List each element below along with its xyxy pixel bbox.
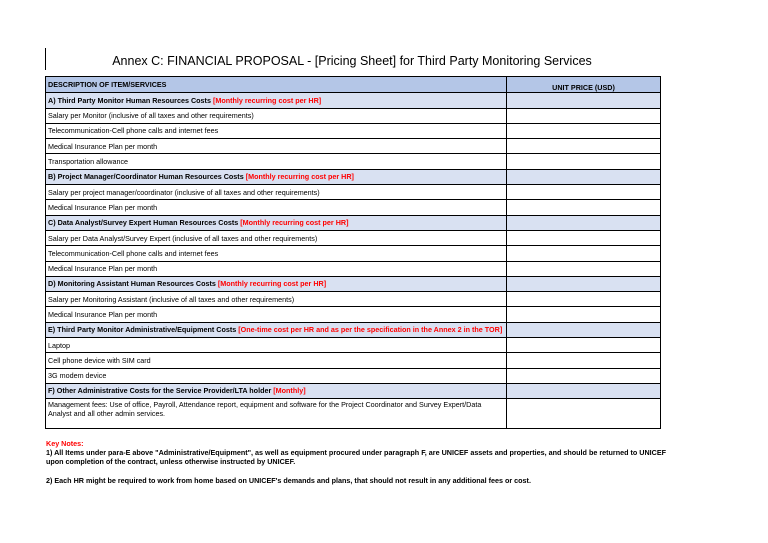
unit-price-cell[interactable] (507, 338, 661, 353)
item-description-cell[interactable]: Medical Insurance Plan per month (46, 139, 507, 154)
unit-price-cell[interactable] (507, 292, 661, 307)
table-row (46, 307, 661, 322)
unit-price-cell[interactable] (507, 154, 661, 169)
item-description-cell[interactable]: Medical Insurance Plan per month (46, 200, 507, 215)
item-description-cell[interactable]: Salary per Data Analyst/Survey Expert (inclusive of all taxes and other requirements) (46, 230, 507, 245)
section-note: [Monthly recurring cost per HR] (217, 279, 327, 289)
section-label-cell[interactable] (46, 93, 507, 108)
item-description-cell[interactable]: Medical Insurance Plan per month (46, 261, 507, 276)
key-note-1: 1) All Items under para-E above "Administrative/Equipment", as well as equipment procured under paragraph F, are UNICEF assets and properties, and should be returned to UNICEF upon completion of the contract, unless otherwise instructed by UNICEF. (46, 448, 667, 466)
table-row (46, 139, 661, 154)
unit-price-cell[interactable] (507, 200, 661, 215)
table-header-row (46, 77, 661, 93)
unit-price-cell[interactable] (507, 185, 661, 200)
unit-price-cell[interactable] (507, 123, 661, 138)
section-label: B) Project Manager/Coordinator Human Resources Costs (48, 172, 244, 182)
unit-price-cell[interactable] (507, 169, 661, 184)
table-row (46, 261, 661, 276)
section-label: E) Third Party Monitor Administrative/Equipment Costs (48, 325, 237, 335)
section-label-cell[interactable] (46, 169, 507, 184)
section-label: D) Monitoring Assistant Human Resources Costs (48, 279, 216, 289)
section-label-cell[interactable] (46, 215, 507, 230)
header-unit-price[interactable]: UNIT PRICE (USD) (507, 77, 661, 93)
section-row (46, 383, 661, 398)
section-note: [One-time cost per HR and as per the specification in the Annex 2 in the TOR] (238, 325, 503, 335)
key-note-2: 2) Each HR might be required to work from home based on UNICEF's demands and plans, that should not result in any additional fees or cost. (46, 476, 531, 485)
section-note: [Monthly] (273, 386, 306, 396)
table-row (46, 123, 661, 138)
unit-price-cell[interactable] (507, 368, 661, 383)
pricing-table (45, 76, 661, 429)
item-description-cell[interactable]: Transportation allowance (46, 154, 507, 169)
key-notes (46, 439, 666, 485)
section-label-cell[interactable] (46, 276, 507, 291)
table-row (46, 200, 661, 215)
table-row (46, 154, 661, 169)
item-description-cell[interactable]: Salary per Monitor (inclusive of all taxes and other requirements) (46, 108, 507, 123)
item-description-cell[interactable]: Telecommunication-Cell phone calls and internet fees (46, 246, 507, 261)
section-label: A) Third Party Monitor Human Resources Costs (48, 95, 211, 105)
section-row (46, 276, 661, 291)
header-description[interactable]: DESCRIPTION OF ITEM/SERVICES (46, 77, 507, 93)
section-row (46, 169, 661, 184)
item-description-cell[interactable]: Telecommunication-Cell phone calls and internet fees (46, 123, 507, 138)
page-title: Annex C: FINANCIAL PROPOSAL - [Pricing Sheet] for Third Party Monitoring Services (112, 54, 592, 68)
section-row (46, 322, 661, 337)
section-note: [Monthly recurring cost per HR] (245, 172, 354, 182)
unit-price-cell[interactable] (507, 261, 661, 276)
section-row (46, 215, 661, 230)
table-row (46, 338, 661, 353)
table-row (46, 399, 661, 429)
unit-price-cell[interactable] (507, 307, 661, 322)
section-label: F) Other Administrative Costs for the Service Provider/LTA holder (48, 386, 272, 396)
section-row (46, 93, 661, 108)
item-description-cell[interactable]: Management fees: Use of office, Payroll, Attendance report, equipment and software for the Project Coordinator and Survey Expert/Data Analyst and all other admin services. (46, 399, 507, 429)
section-label-cell[interactable] (46, 322, 507, 337)
unit-price-cell[interactable] (507, 399, 661, 429)
section-label: C) Data Analyst/Survey Expert Human Resources Costs (48, 218, 239, 228)
item-description-cell[interactable]: Salary per Monitoring Assistant (inclusive of all taxes and other requirements) (46, 292, 507, 307)
item-description-cell[interactable]: 3G modem device (46, 368, 507, 383)
item-description-cell[interactable]: Cell phone device with SIM card (46, 353, 507, 368)
unit-price-cell[interactable] (507, 383, 661, 398)
section-note: [Monthly recurring cost per HR] (240, 218, 349, 228)
table-row (46, 368, 661, 383)
table-row (46, 108, 661, 123)
table-row (46, 353, 661, 368)
item-description-cell[interactable]: Salary per project manager/coordinator (inclusive of all taxes and other requirements) (46, 185, 507, 200)
table-row (46, 230, 661, 245)
unit-price-cell[interactable] (507, 246, 661, 261)
section-label-cell[interactable] (46, 383, 507, 398)
unit-price-cell[interactable] (507, 276, 661, 291)
unit-price-cell[interactable] (507, 93, 661, 108)
item-description-cell[interactable]: Medical Insurance Plan per month (46, 307, 507, 322)
section-note: [Monthly recurring cost per HR] (212, 95, 322, 105)
unit-price-cell[interactable] (507, 215, 661, 230)
table-row (46, 246, 661, 261)
item-description-cell[interactable]: Laptop (46, 338, 507, 353)
unit-price-cell[interactable] (507, 139, 661, 154)
unit-price-cell[interactable] (507, 322, 661, 337)
key-notes-heading: Key Notes: (46, 439, 84, 448)
table-row (46, 185, 661, 200)
unit-price-cell[interactable] (507, 230, 661, 245)
unit-price-cell[interactable] (507, 353, 661, 368)
unit-price-cell[interactable] (507, 108, 661, 123)
table-row (46, 292, 661, 307)
